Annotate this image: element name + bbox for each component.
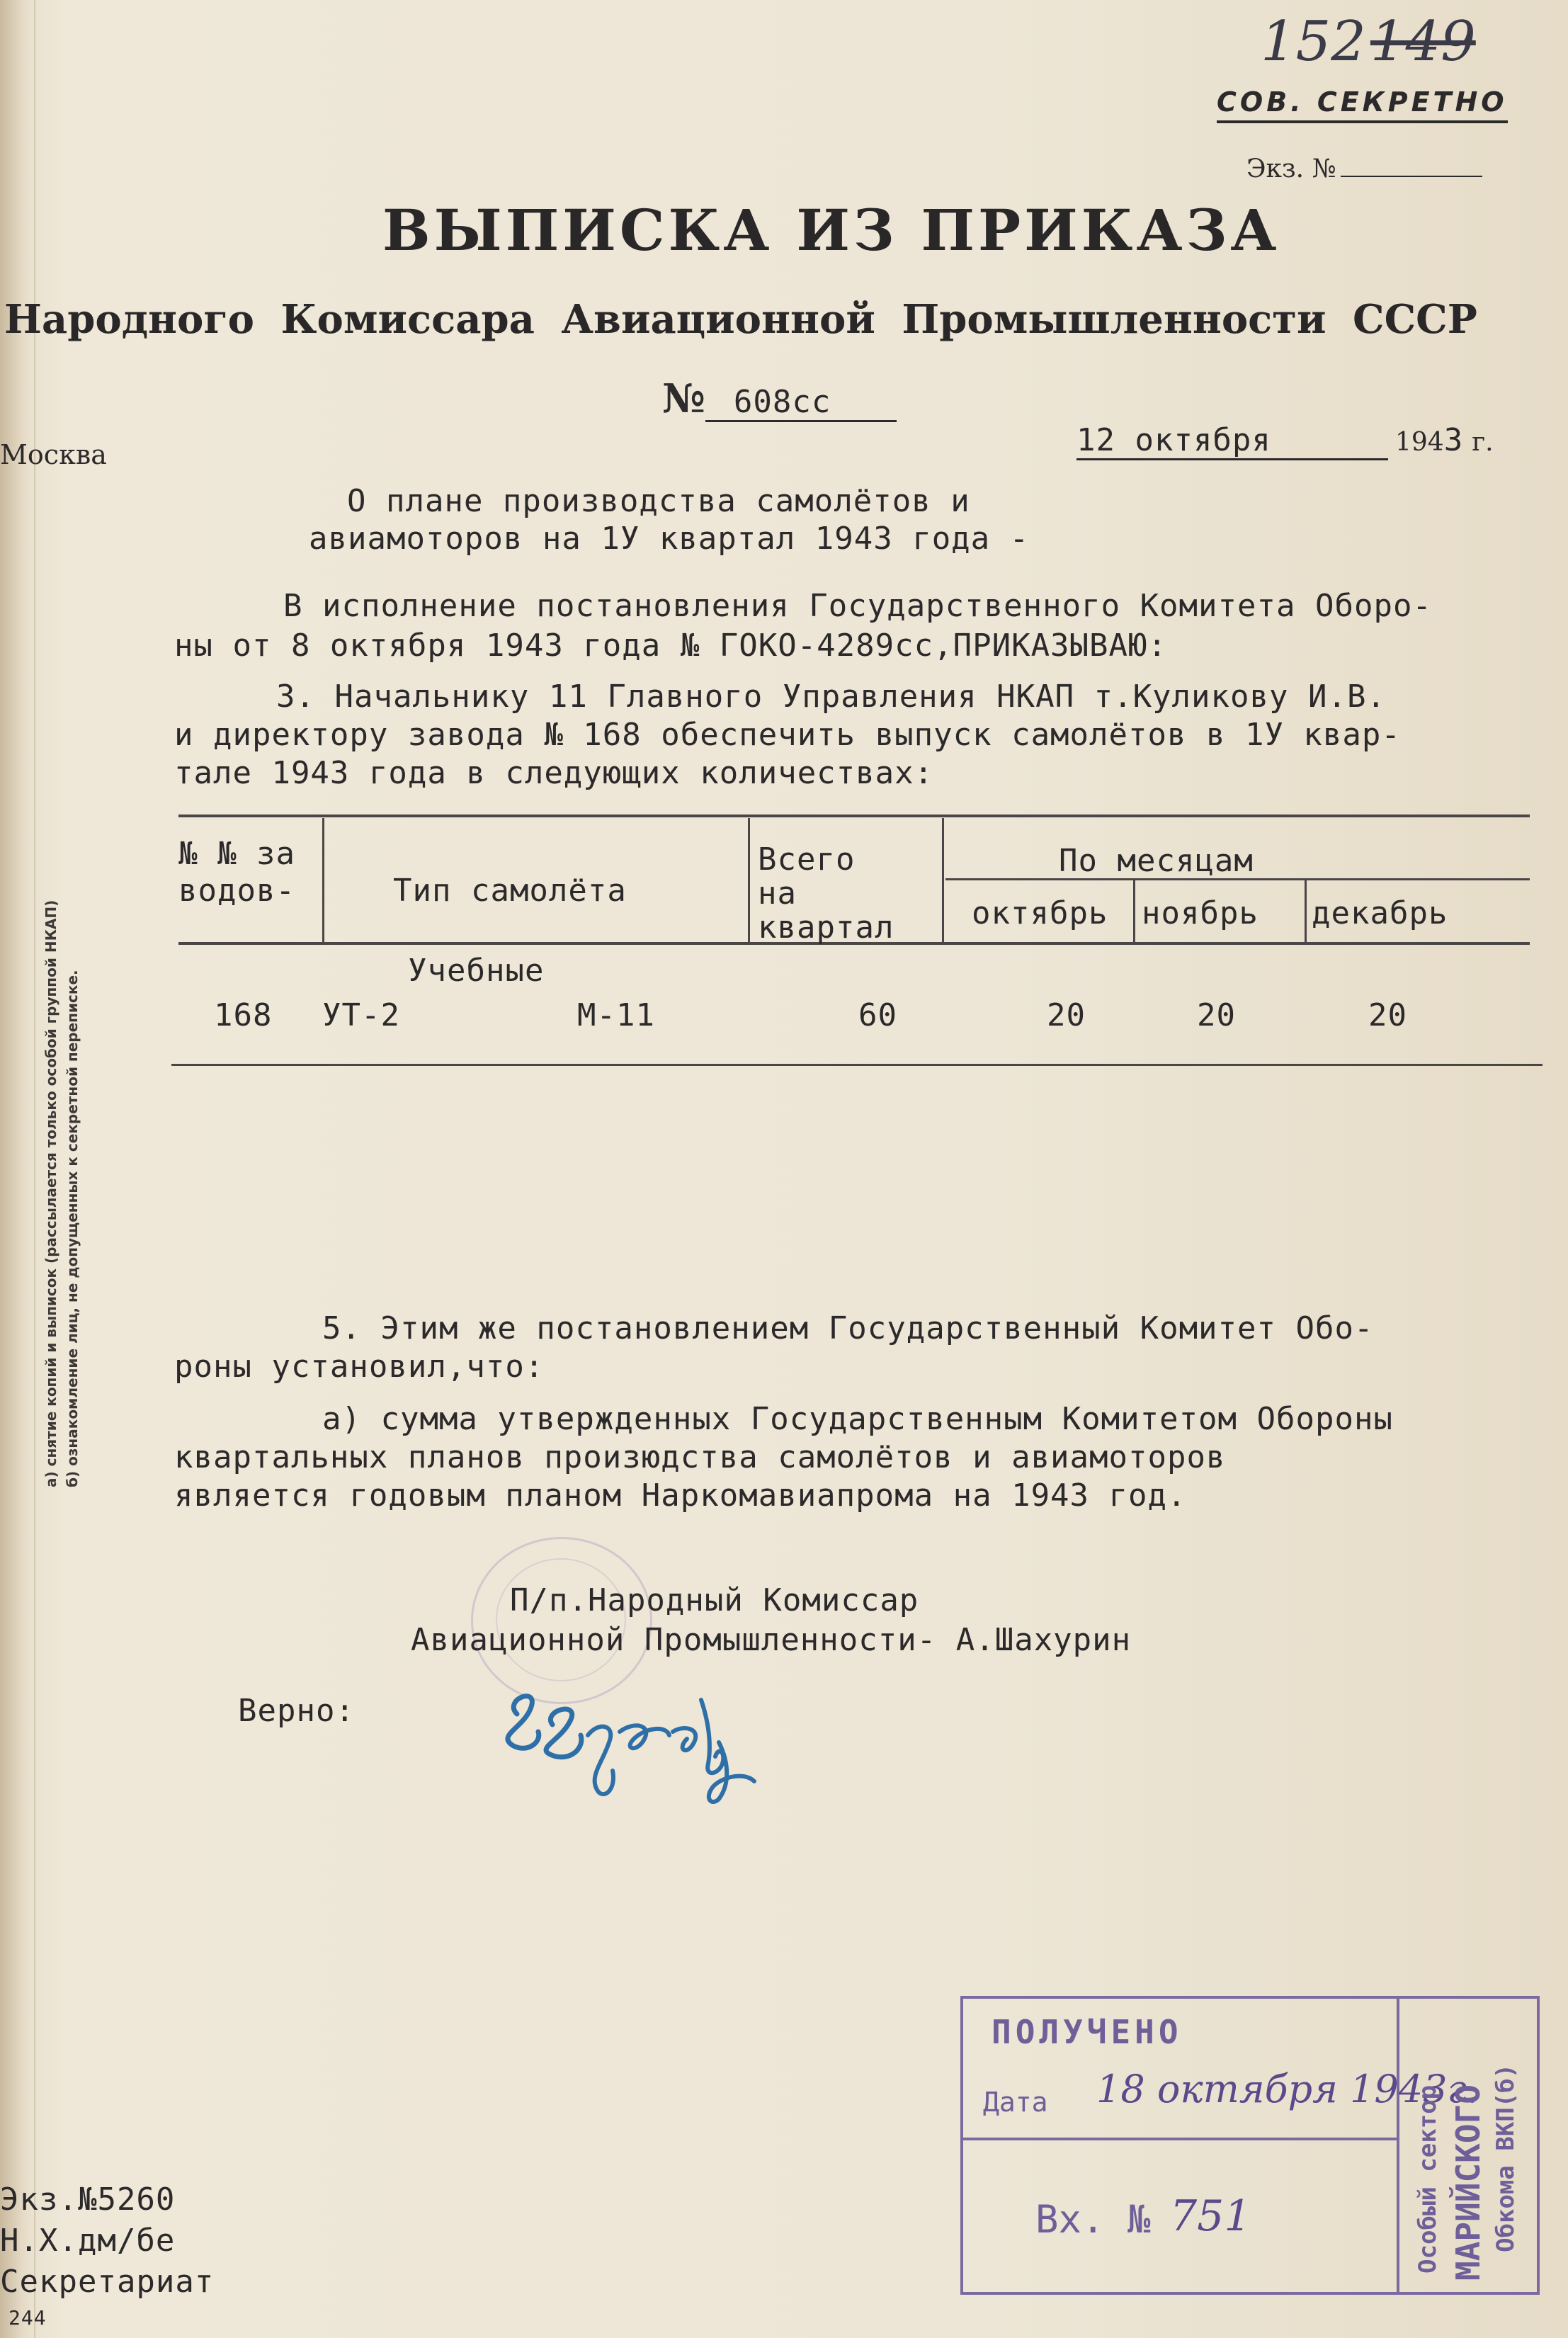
received-stamp-incoming-number: 751 bbox=[1170, 2191, 1251, 2241]
archive-number-current: 152 bbox=[1261, 10, 1366, 74]
order-date bbox=[1076, 422, 1494, 460]
table-cell-october: 20 bbox=[1047, 997, 1086, 1033]
table-header-total-3: квартал bbox=[758, 909, 894, 946]
table-header-total-1: Всего bbox=[758, 841, 856, 878]
clause-3-line-1: 3. Начальнику 11 Главного Управления НКАП т.Куликову И.В. bbox=[276, 679, 1386, 715]
footer-secretariat: Секретариат bbox=[0, 2264, 215, 2300]
table-header-type: Тип самолёта bbox=[393, 873, 627, 909]
received-stamp-date-value: 18 октября 1943г. bbox=[1096, 2067, 1479, 2111]
order-date-day-month: 12 октября bbox=[1076, 422, 1388, 460]
table-cell-plant: 168 bbox=[214, 997, 273, 1033]
document-title: ВЫПИСКА ИЗ ПРИКАЗА bbox=[382, 197, 1280, 263]
margin-note-b: б) ознакомление лиц, не допущенных к секретной переписке. bbox=[64, 970, 81, 1487]
table-header-december: декабрь bbox=[1312, 895, 1448, 931]
order-date-year-digit: 3 bbox=[1443, 422, 1464, 458]
table-cell-aircraft: УТ-2 bbox=[322, 997, 400, 1033]
subject-line-1: О плане производства самолётов и bbox=[347, 483, 970, 519]
received-stamp-side-line-1: Особый сектор bbox=[1414, 2084, 1442, 2274]
preamble-line-2: ны от 8 октября 1943 года № ГОКО-4289сс,ПРИКАЗЫВАЮ: bbox=[174, 628, 1168, 664]
copy-number-field bbox=[1246, 154, 1482, 183]
order-date-year-prefix: 194 bbox=[1395, 428, 1444, 457]
copy-number-label: Экз. № bbox=[1246, 154, 1336, 183]
table-cell-november: 20 bbox=[1197, 997, 1236, 1033]
table-col-divider-4 bbox=[1133, 880, 1135, 944]
margin-note-a: а) снятие копий и выписок (рассылается только особой группой НКАП) bbox=[42, 900, 59, 1487]
footer-typist: Н.Х.дм/бе bbox=[0, 2223, 176, 2259]
archive-number-old: 149 bbox=[1370, 10, 1476, 74]
clause-5a-line-1: а) сумма утвержденных Государственным Комитетом Обороны bbox=[322, 1401, 1393, 1437]
table-cell-total: 60 bbox=[858, 997, 897, 1033]
subject-line-2: авиамоторов на 1У квартал 1943 года - bbox=[309, 521, 1030, 557]
verified-label: Верно: bbox=[238, 1693, 355, 1729]
order-date-year-suffix: г. bbox=[1472, 428, 1494, 457]
clause-5-line-1: 5. Этим же постановлением Государственный Комитет Обо- bbox=[322, 1310, 1374, 1346]
table-top-rule bbox=[178, 815, 1530, 817]
table-bottom-rule bbox=[171, 1064, 1543, 1066]
received-stamp-divider bbox=[963, 2138, 1397, 2140]
footer-copy-number: Экз.№5260 bbox=[0, 2181, 176, 2218]
clause-3-line-3: тале 1943 года в следующих количествах: bbox=[174, 755, 934, 791]
table-col-divider-1 bbox=[322, 818, 324, 944]
handwritten-signature bbox=[475, 1657, 772, 1813]
clause-3-line-2: и директору завода № 168 обеспечить выпуск самолётов в 1У квар- bbox=[174, 717, 1401, 753]
received-stamp-side-line-3: Обкома ВКП(б) bbox=[1492, 2063, 1520, 2252]
preamble-line-1: В исполнение постановления Государственного Комитета Оборо- bbox=[283, 588, 1432, 624]
clause-5a-line-2: квартальных планов произюдства самолётов и авиамоторов bbox=[174, 1439, 1226, 1475]
binding-edge bbox=[0, 0, 35, 2338]
received-stamp-side-line-2: МАРИЙСКОГО bbox=[1449, 2084, 1487, 2281]
table-cell-december: 20 bbox=[1368, 997, 1407, 1033]
table-col-divider-3 bbox=[942, 818, 944, 944]
signature-line-1: П/п.Народный Комиссар bbox=[510, 1582, 919, 1618]
order-number-value: 608сс bbox=[705, 384, 897, 422]
received-stamp-date-label: Дата bbox=[983, 2087, 1048, 2118]
received-stamp-incoming-label: Вх. № bbox=[1035, 2197, 1151, 2242]
footer-number: 244 bbox=[8, 2306, 47, 2330]
table-header-total-2: на bbox=[758, 875, 797, 912]
table-header-october: октябрь bbox=[972, 895, 1108, 931]
table-category: Учебные bbox=[408, 953, 545, 989]
classification-label: СОВ. СЕКРЕТНО bbox=[1217, 86, 1508, 123]
received-stamp-title: ПОЛУЧЕНО bbox=[992, 2013, 1183, 2051]
table-col-divider-2 bbox=[748, 818, 750, 944]
table-cell-engine: М-11 bbox=[577, 997, 655, 1033]
order-city: Москва bbox=[0, 439, 107, 470]
copy-number-blank bbox=[1341, 154, 1482, 177]
order-number bbox=[662, 375, 897, 422]
signature-line-2: Авиационной Промышленности- А.Шахурин bbox=[411, 1622, 1132, 1658]
table-header-plant-1: № № за bbox=[178, 836, 295, 872]
clause-5-line-2: роны установил,что: bbox=[174, 1349, 545, 1385]
table-header-months: По месяцам bbox=[1059, 843, 1254, 879]
document-subtitle: Народного Комиссара Авиационной Промышленности СССР bbox=[4, 296, 1477, 343]
table-col-divider-5 bbox=[1305, 880, 1307, 944]
table-header-plant-2: водов- bbox=[178, 873, 295, 909]
table-header-november: ноябрь bbox=[1142, 895, 1259, 931]
clause-5a-line-3: является годовым планом Наркомавиапрома на 1943 год. bbox=[174, 1477, 1187, 1514]
order-number-sign: № bbox=[662, 375, 705, 422]
archive-number bbox=[1261, 10, 1476, 74]
